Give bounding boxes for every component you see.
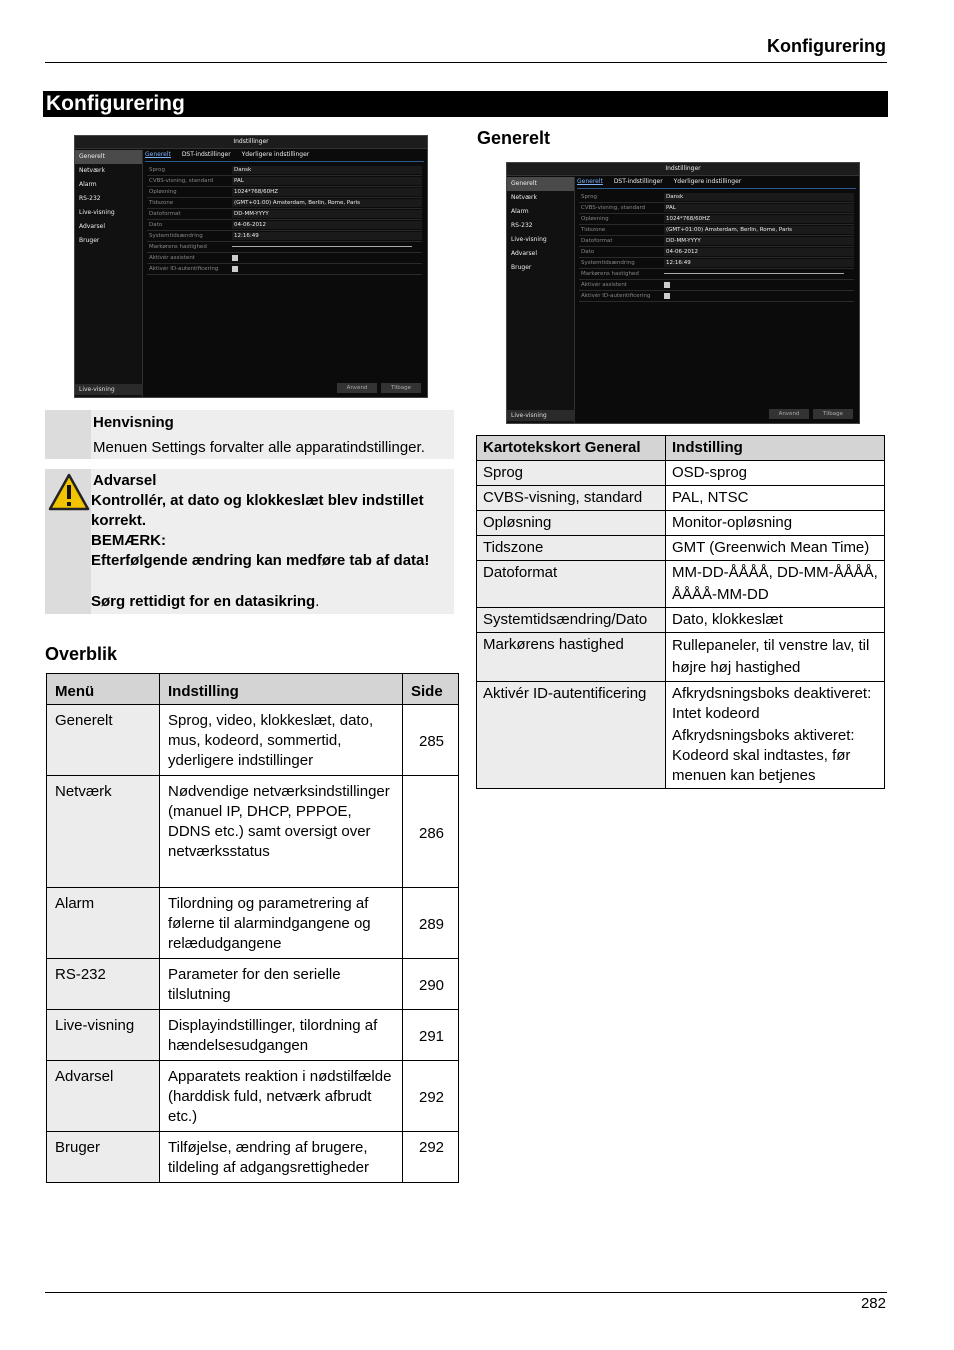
dvr-settings-rows: [147, 165, 422, 275]
general-col-header: Kartotekskort General: [477, 436, 666, 461]
dvr-back-button[interactable]: Tilbage: [813, 409, 853, 419]
dvr-apply-button[interactable]: Anvend: [337, 383, 377, 393]
dvr-apply-button[interactable]: Anvend: [769, 409, 809, 419]
dvr-row-label: CVBS-visning, standard: [149, 178, 214, 184]
general-tab-cell: Sprog: [477, 461, 666, 486]
overview-page-cell: 289: [403, 888, 459, 959]
overview-table: [46, 673, 459, 1183]
warning-line4-text: Sørg rettidigt for en datasikring: [91, 593, 316, 610]
dvr-row-label: Dato: [149, 222, 163, 228]
general-tab-cell: CVBS-visning, standard: [477, 486, 666, 511]
dvr-row-value[interactable]: Dansk: [232, 166, 422, 174]
dvr-live-button[interactable]: Live-visning: [507, 410, 575, 421]
dvr-menu-item[interactable]: Bruger: [79, 237, 100, 244]
dvr-tab[interactable]: Generelt: [145, 151, 171, 158]
overview-page-cell: 292: [403, 1061, 459, 1132]
warning-line4-end: .: [315, 593, 320, 610]
dvr-row-value[interactable]: PAL: [664, 204, 854, 212]
overview-menu-cell: Bruger: [47, 1132, 160, 1183]
dvr-row-label: Opløsning: [149, 189, 177, 195]
dvr-tab[interactable]: Yderligere indstillinger: [673, 178, 742, 185]
general-tab-cell: Aktivér ID-autentificering: [477, 682, 666, 789]
general-heading: Generelt: [477, 128, 551, 148]
general-tab-cell: Tidszone: [477, 536, 666, 561]
overview-menu-cell: Generelt: [47, 705, 160, 776]
dvr-screenshot-left: [74, 135, 428, 398]
dvr-back-button[interactable]: Tilbage: [381, 383, 421, 393]
dvr-row-label: Datoformat: [581, 238, 613, 244]
dvr-menu-item[interactable]: RS-232: [79, 195, 101, 202]
general-setting-cell: [666, 682, 885, 789]
overview-page-cell: 285: [403, 705, 459, 776]
dvr-speed-slider[interactable]: [664, 273, 844, 274]
dvr-tab[interactable]: DST-indstillinger: [613, 178, 663, 185]
dvr-menu-item[interactable]: Alarm: [79, 181, 97, 188]
dvr-menu-item[interactable]: Advarsel: [511, 250, 537, 257]
general-setting-line: MM-DD-ÅÅÅÅ, DD-MM-ÅÅÅÅ,: [672, 564, 878, 581]
general-table: [476, 435, 885, 789]
overview-col-header: Indstilling: [160, 674, 403, 705]
dvr-row-label: Aktivér ID-autentificering: [149, 266, 219, 272]
warning-title: Advarsel: [93, 472, 157, 489]
general-tab-cell: Datoformat: [477, 561, 666, 608]
table-row: [477, 633, 885, 682]
note-title: Henvisning: [93, 414, 174, 431]
overview-setting-cell: Apparatets reaktion i nødstilfælde (harddisk fuld, netværk afbrudt etc.): [160, 1061, 403, 1132]
table-row: [47, 705, 459, 776]
dvr-row-value[interactable]: 12:16:49: [232, 232, 422, 240]
warning-line4: [91, 592, 319, 612]
dvr-row-label: Markørens hastighed: [581, 271, 639, 277]
dvr-menu-item[interactable]: Live-visning: [79, 209, 115, 216]
dvr-row-label: Aktivér assistent: [149, 255, 195, 261]
dvr-row-label: Systemtidsændring: [149, 233, 203, 239]
dvr-checkbox[interactable]: [232, 266, 238, 272]
dvr-menu-item[interactable]: Netværk: [79, 167, 105, 174]
table-row: [477, 511, 885, 536]
overview-menu-cell: RS-232: [47, 959, 160, 1010]
dvr-menu-item[interactable]: Generelt: [507, 177, 574, 191]
table-row: [477, 486, 885, 511]
dvr-row-label: Datoformat: [149, 211, 181, 217]
overview-menu-cell: Advarsel: [47, 1061, 160, 1132]
general-setting-cell: Rullepaneler, til venstre lav, til højre høj hastighed: [666, 633, 885, 682]
table-row: [47, 776, 459, 888]
dvr-menu-item[interactable]: Netværk: [511, 194, 537, 201]
dvr-menu-item[interactable]: RS-232: [511, 222, 533, 229]
warning-line3: Efterfølgende ændring kan medføre tab af data!: [91, 552, 430, 569]
dvr-row-label: Tidszone: [149, 200, 174, 206]
general-col-header: Indstilling: [666, 436, 885, 461]
table-row: [477, 461, 885, 486]
general-setting-cell: Dato, klokkeslæt: [666, 608, 885, 633]
overview-menu-cell: Netværk: [47, 776, 160, 888]
overview-setting-cell: Displayindstillinger, tilordning af hændelsesudgangen: [160, 1010, 403, 1061]
dvr-speed-slider[interactable]: [232, 246, 412, 247]
dvr-row-label: Sprog: [149, 167, 165, 173]
footer-rule: [45, 1292, 887, 1293]
dvr-tabs: [145, 151, 424, 162]
overview-header-row: [47, 674, 459, 705]
warning-icon-column: [45, 469, 91, 614]
overview-menu-cell: Alarm: [47, 888, 160, 959]
dvr-row-value[interactable]: 1024*768/60HZ: [232, 188, 422, 196]
dvr-row-value[interactable]: 1024*768/60HZ: [664, 215, 854, 223]
note-box: [91, 410, 454, 459]
dvr-screenshot-right: [506, 162, 860, 424]
warning-line2: BEMÆRK:: [91, 532, 166, 549]
table-row: [47, 1010, 459, 1061]
table-row: [477, 608, 885, 633]
dvr-row-label: Sprog: [581, 194, 597, 200]
overview-setting-cell: Tilføjelse, ændring af brugere, tildeling af adgangsrettigheder: [160, 1132, 403, 1183]
table-row: [47, 1061, 459, 1132]
table-row: [47, 959, 459, 1010]
general-tab-cell: Markørens hastighed: [477, 633, 666, 682]
overview-page-cell: 291: [403, 1010, 459, 1061]
dvr-row-label: Dato: [581, 249, 595, 255]
table-row: [477, 536, 885, 561]
overview-setting-cell: Sprog, video, klokkeslæt, dato, mus, kodeord, sommertid, yderligere indstillinger: [160, 705, 403, 776]
overview-setting-cell: Tilordning og parametrering af følerne til alarmindgangene og relædudgangene: [160, 888, 403, 959]
dvr-checkbox[interactable]: [664, 282, 670, 288]
dvr-menu-item[interactable]: Bruger: [511, 264, 532, 271]
general-setting-line: ÅÅÅÅ-MM-DD: [672, 586, 769, 603]
table-row: [477, 561, 885, 608]
overview-setting-cell: Nødvendige netværksindstillinger (manuel IP, DHCP, PPPOE, DDNS etc.) samt oversigt over netværksstatus: [160, 776, 403, 888]
dvr-tabs: [577, 178, 856, 189]
warning-box: [91, 469, 454, 614]
general-setting-cell: [666, 561, 885, 608]
table-row: [47, 888, 459, 959]
dvr-row-label: Systemtidsændring: [581, 260, 635, 266]
dvr-checkbox[interactable]: [232, 255, 238, 261]
dvr-row-label: Aktivér assistent: [581, 282, 627, 288]
running-header: Konfigurering: [767, 36, 886, 56]
dvr-window-title: Indstillinger: [507, 163, 859, 176]
overview-page-cell: 292: [403, 1132, 459, 1183]
page-number: 282: [860, 1295, 886, 1312]
general-setting-line: Afkrydsningsboks aktiveret: Kodeord skal indtastes, før menuen kan betjenes: [672, 727, 855, 784]
overview-col-header: Menü: [47, 674, 160, 705]
dvr-window-title: Indstillinger: [75, 136, 427, 149]
dvr-row-label: CVBS-visning, standard: [581, 205, 646, 211]
overview-setting-cell: Parameter for den serielle tilslutning: [160, 959, 403, 1010]
dvr-live-button[interactable]: Live-visning: [75, 384, 143, 395]
dvr-row-value[interactable]: (GMT+01:00) Amsterdam, Berlin, Rome, Paris: [664, 226, 854, 234]
dvr-row-value[interactable]: DD-MM-YYYY: [664, 237, 854, 245]
section-title: Konfigurering: [43, 91, 888, 117]
overview-page-cell: 286: [403, 776, 459, 888]
note-text: Menuen Settings forvalter alle apparatindstillinger.: [93, 439, 425, 456]
dvr-tab[interactable]: DST-indstillinger: [181, 151, 231, 158]
dvr-settings-rows: [579, 192, 854, 302]
dvr-row-value[interactable]: DD-MM-YYYY: [232, 210, 422, 218]
dvr-tab[interactable]: Yderligere indstillinger: [241, 151, 310, 158]
table-row: [47, 1132, 459, 1183]
dvr-row-label: Aktivér ID-autentificering: [581, 293, 651, 299]
warning-line1: Kontrollér, at dato og klokkeslæt blev indstillet korrekt.: [91, 492, 424, 529]
general-tab-cell: Opløsning: [477, 511, 666, 536]
overview-page-cell: 290: [403, 959, 459, 1010]
overview-menu-cell: Live-visning: [47, 1010, 160, 1061]
dvr-row-value[interactable]: 04-06-2012: [232, 221, 422, 229]
dvr-checkbox[interactable]: [664, 293, 670, 299]
dvr-row-label: Opløsning: [581, 216, 609, 222]
dvr-row-value[interactable]: Dansk: [664, 193, 854, 201]
dvr-tab[interactable]: Generelt: [577, 178, 603, 185]
dvr-row-label: Tidszone: [581, 227, 606, 233]
dvr-row-value[interactable]: (GMT+01:00) Amsterdam, Berlin, Rome, Paris: [232, 199, 422, 207]
general-setting-cell: GMT (Greenwich Mean Time): [666, 536, 885, 561]
overview-col-header: Side: [403, 674, 459, 705]
general-setting-cell: PAL, NTSC: [666, 486, 885, 511]
dvr-sidebar: [75, 150, 143, 397]
dvr-row-label: Markørens hastighed: [149, 244, 207, 250]
header-rule: [45, 62, 887, 63]
dvr-menu-item[interactable]: Advarsel: [79, 223, 105, 230]
dvr-row-value[interactable]: 04-06-2012: [664, 248, 854, 256]
dvr-sidebar: [507, 177, 575, 423]
dvr-menu-item[interactable]: Generelt: [75, 150, 142, 164]
dvr-row-value[interactable]: PAL: [232, 177, 422, 185]
general-setting-cell: Monitor-opløsning: [666, 511, 885, 536]
general-header-row: [477, 436, 885, 461]
table-row: [477, 682, 885, 789]
warning-icon: [48, 473, 90, 511]
dvr-menu-item[interactable]: Live-visning: [511, 236, 547, 243]
note-icon-column: [45, 410, 91, 459]
general-setting-line: Afkrydsningsboks deaktiveret: Intet kodeord: [672, 685, 872, 722]
general-tab-cell: Systemtidsændring/Dato: [477, 608, 666, 633]
dvr-row-value[interactable]: 12:16:49: [664, 259, 854, 267]
general-setting-cell: OSD-sprog: [666, 461, 885, 486]
overview-heading: Overblik: [45, 644, 118, 664]
dvr-menu-item[interactable]: Alarm: [511, 208, 529, 215]
